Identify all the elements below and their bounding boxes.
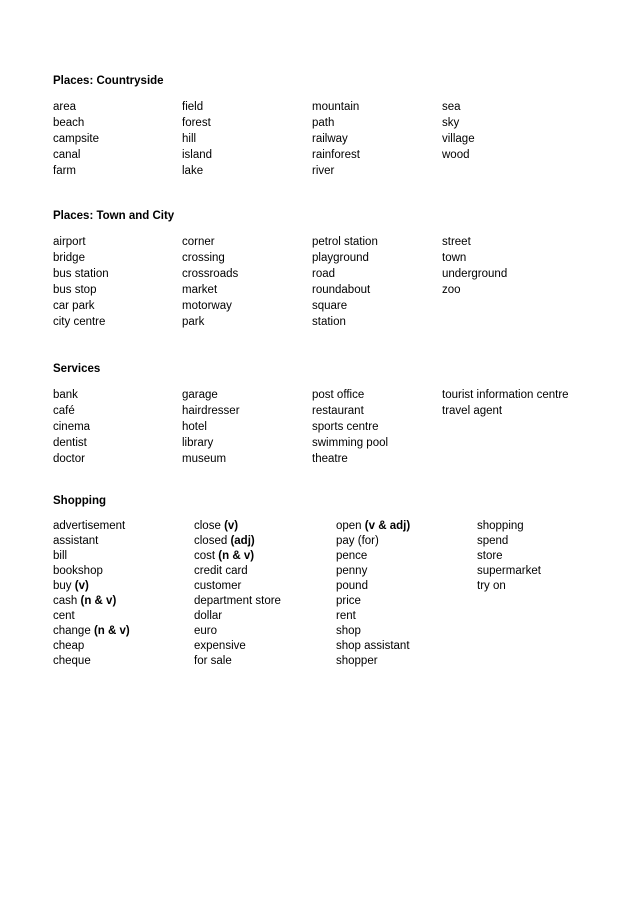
word-text: shopper — [336, 655, 378, 667]
word-item: market — [182, 284, 218, 296]
word-column — [442, 387, 569, 419]
word-column — [312, 234, 378, 330]
word-item: town — [442, 252, 467, 264]
word-item — [477, 564, 541, 579]
word-item: crossroads — [182, 268, 239, 280]
word-item: hill — [182, 133, 197, 145]
word-item: petrol station — [312, 236, 378, 248]
word-item: lake — [182, 165, 204, 177]
section-services — [53, 362, 613, 467]
word-item — [336, 564, 410, 579]
word-item: bus stop — [53, 284, 97, 296]
word-item — [194, 654, 281, 669]
word-item: zoo — [442, 284, 461, 296]
word-column — [53, 99, 99, 179]
word-item — [53, 624, 130, 639]
grammar-tag: (v) — [224, 520, 239, 532]
section-shopping — [53, 494, 613, 669]
word-text: cheap — [53, 640, 85, 652]
word-column — [53, 234, 109, 330]
word-text: bill — [53, 550, 68, 562]
word-item: farm — [53, 165, 76, 177]
word-text: bookshop — [53, 565, 103, 577]
word-column — [53, 387, 90, 467]
word-column — [182, 387, 240, 467]
word-item: sky — [442, 117, 460, 129]
word-text: cent — [53, 610, 75, 622]
word-item — [336, 579, 410, 594]
word-item: garage — [182, 389, 218, 401]
word-item: canal — [53, 149, 81, 161]
word-column — [182, 234, 238, 330]
word-item — [53, 639, 130, 654]
word-text: close — [194, 520, 221, 532]
word-text: change — [53, 625, 91, 637]
word-text: pence — [336, 550, 368, 562]
word-text: customer — [194, 580, 242, 592]
word-text: supermarket — [477, 565, 541, 577]
word-item — [53, 549, 130, 564]
word-text: store — [477, 550, 503, 562]
word-text: shop — [336, 625, 361, 637]
word-item: hairdresser — [182, 405, 240, 417]
word-text: try on — [477, 580, 506, 592]
word-item: corner — [182, 236, 215, 248]
word-text: pay (for) — [336, 535, 379, 547]
word-item: sea — [442, 101, 461, 113]
section-title: Places: Town and City — [53, 210, 175, 222]
word-item: mountain — [312, 101, 360, 113]
word-item — [53, 564, 130, 579]
grammar-tag: (v) — [74, 580, 89, 592]
word-item — [477, 534, 541, 549]
word-column — [194, 519, 281, 669]
word-text: department store — [194, 595, 281, 607]
word-item: railway — [312, 133, 348, 145]
word-item: path — [312, 117, 335, 129]
grammar-tag: (n & v) — [218, 550, 255, 562]
word-item: doctor — [53, 453, 85, 465]
word-item: bridge — [53, 252, 85, 264]
word-item — [477, 549, 541, 564]
word-item — [194, 519, 281, 534]
word-item: library — [182, 437, 214, 449]
word-item — [53, 594, 130, 609]
grammar-tag: (n & v) — [80, 595, 117, 607]
word-text: price — [336, 595, 361, 607]
word-item — [53, 519, 130, 534]
word-item: car park — [53, 300, 95, 312]
word-item: theatre — [312, 453, 348, 465]
word-text: open — [336, 520, 362, 532]
word-item: crossing — [182, 252, 225, 264]
word-item — [336, 519, 410, 534]
word-item: hotel — [182, 421, 207, 433]
word-item: underground — [442, 268, 508, 280]
word-item — [194, 549, 281, 564]
word-item — [53, 654, 130, 669]
word-column — [442, 234, 507, 298]
word-text: expensive — [194, 640, 246, 652]
word-item — [194, 639, 281, 654]
word-item — [194, 624, 281, 639]
word-column — [336, 519, 410, 669]
word-item: dentist — [53, 437, 87, 449]
word-text: credit card — [194, 565, 248, 577]
word-grid — [53, 99, 613, 179]
word-item: road — [312, 268, 336, 280]
word-grid — [53, 519, 613, 669]
word-item — [336, 609, 410, 624]
word-item: motorway — [182, 300, 232, 312]
word-item — [336, 654, 410, 669]
word-item — [336, 639, 410, 654]
word-item: roundabout — [312, 284, 371, 296]
word-item: restaurant — [312, 405, 364, 417]
word-item: swimming pool — [312, 437, 389, 449]
section-title: Places: Countryside — [53, 75, 164, 87]
word-text: penny — [336, 565, 368, 577]
word-text: closed — [194, 535, 228, 547]
word-item: square — [312, 300, 348, 312]
word-item — [336, 594, 410, 609]
word-text: cost — [194, 550, 216, 562]
word-text: dollar — [194, 610, 223, 622]
word-item: café — [53, 405, 75, 417]
word-item: street — [442, 236, 471, 248]
word-item: area — [53, 101, 77, 113]
section-town-and-city — [53, 209, 613, 330]
word-text: shopping — [477, 520, 524, 532]
word-item: post office — [312, 389, 365, 401]
word-item: field — [182, 101, 204, 113]
word-item — [53, 534, 130, 549]
word-item — [194, 534, 281, 549]
word-text: cash — [53, 595, 78, 607]
word-item: wood — [442, 149, 470, 161]
word-item — [194, 609, 281, 624]
word-item — [194, 564, 281, 579]
word-column — [53, 519, 130, 669]
word-text: advertisement — [53, 520, 126, 532]
word-item — [477, 519, 541, 534]
word-item: rainforest — [312, 149, 360, 161]
word-item: river — [312, 165, 335, 177]
word-item — [336, 624, 410, 639]
word-grid — [53, 234, 613, 330]
word-grid — [53, 387, 613, 467]
section-title: Shopping — [53, 495, 107, 507]
word-column — [312, 387, 388, 467]
word-text: buy — [53, 580, 72, 592]
word-item: playground — [312, 252, 369, 264]
word-item: village — [442, 133, 475, 145]
grammar-tag: (adj) — [230, 535, 255, 547]
word-text: euro — [194, 625, 218, 637]
word-item — [194, 594, 281, 609]
word-item: bank — [53, 389, 78, 401]
word-item: beach — [53, 117, 85, 129]
word-item: sports centre — [312, 421, 379, 433]
word-text: for sale — [194, 655, 232, 667]
grammar-tag: (n & v) — [93, 625, 130, 637]
word-text: shop assistant — [336, 640, 410, 652]
word-item: city centre — [53, 316, 106, 328]
word-item — [336, 534, 410, 549]
section-title: Services — [53, 363, 101, 375]
word-item: park — [182, 316, 205, 328]
word-item: station — [312, 316, 346, 328]
word-item — [336, 549, 410, 564]
section-countryside — [53, 74, 613, 179]
word-column — [442, 99, 475, 163]
word-item: bus station — [53, 268, 109, 280]
word-item: island — [182, 149, 213, 161]
word-column — [477, 519, 541, 594]
word-item: airport — [53, 236, 86, 248]
word-item — [194, 579, 281, 594]
word-item — [53, 609, 130, 624]
word-item: travel agent — [442, 405, 503, 417]
word-item: tourist information centre — [442, 389, 569, 401]
word-text: pound — [336, 580, 368, 592]
grammar-tag: (v & adj) — [364, 520, 411, 532]
word-column — [182, 99, 212, 179]
word-item: cinema — [53, 421, 91, 433]
word-item: museum — [182, 453, 227, 465]
word-item — [477, 579, 541, 594]
word-column — [312, 99, 360, 179]
word-item: forest — [182, 117, 211, 129]
word-text: cheque — [53, 655, 91, 667]
word-text: assistant — [53, 535, 99, 547]
word-text: rent — [336, 610, 356, 622]
word-item: campsite — [53, 133, 100, 145]
word-text: spend — [477, 535, 509, 547]
word-item — [53, 579, 130, 594]
